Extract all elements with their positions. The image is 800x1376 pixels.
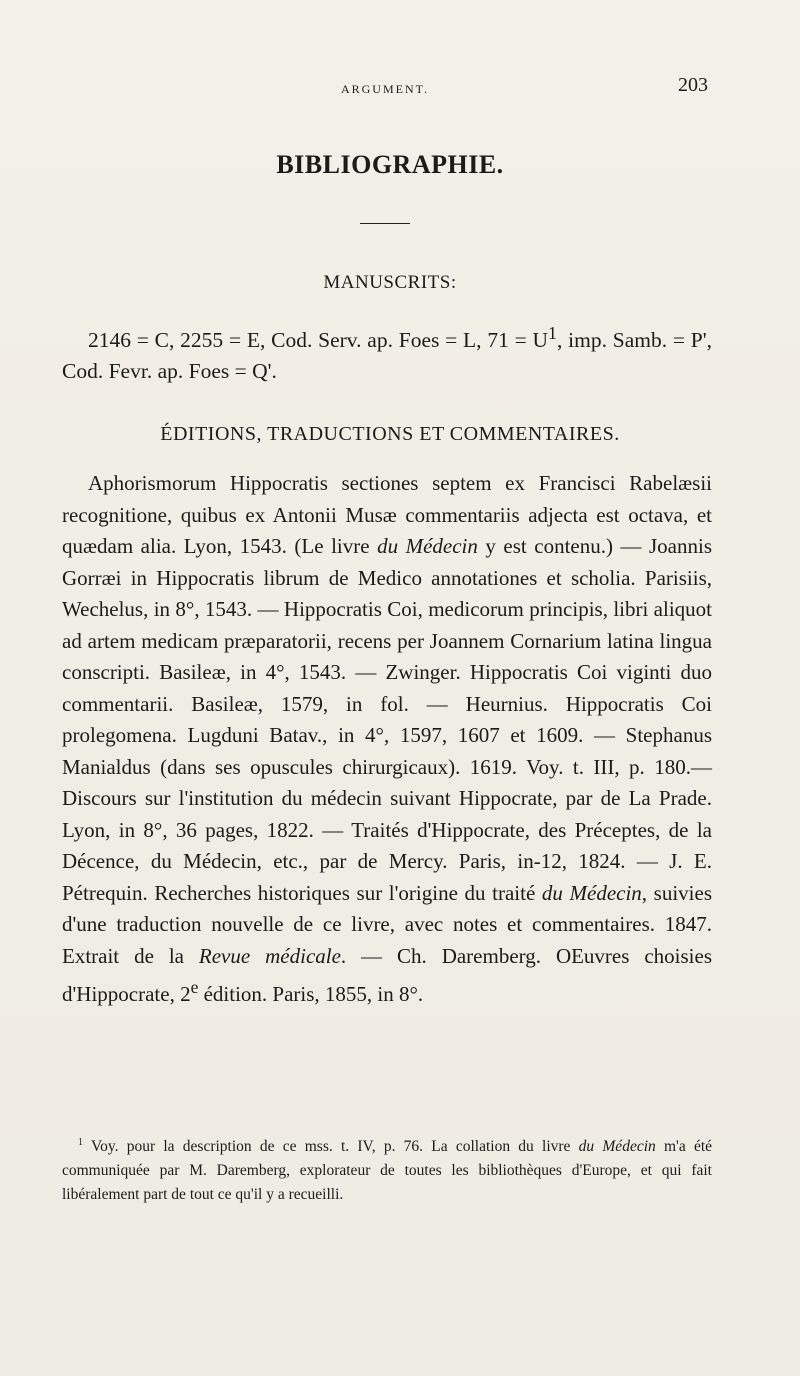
manuscrits-heading: MANUSCRITS:: [323, 272, 457, 293]
running-title: ARGUMENT.: [340, 82, 430, 96]
title-rule: [360, 223, 410, 224]
page-number: 203: [678, 74, 708, 96]
editions-italic-3: Revue médicale: [198, 943, 341, 968]
running-head: [62, 74, 708, 102]
footnote-reference: 1: [548, 323, 557, 343]
footnote: [62, 1131, 712, 1207]
manuscrits-paragraph: [62, 318, 712, 387]
editions-text-4: . — Ch. Daremberg. OEuvres choisies d'Hippocrate, 2: [62, 943, 713, 1006]
footnote-mark: 1: [78, 1137, 83, 1148]
editions-text-5: édition. Paris, 1855, in 8°.: [198, 982, 424, 1006]
editions-paragraph: [62, 468, 712, 1011]
editions-heading: ÉDITIONS, TRADUCTIONS ET COMMENTAIRES.: [160, 423, 620, 445]
footnote-text-1: Voy. pour la description de ce mss. t. IV, p. 76. La collation du livre: [83, 1138, 579, 1156]
editions-text-2: y est contenu.) — Joannis Gorræi in Hippocratis librum de Medico annotationes et scholia. Parisiis, Wechelus, in 8°, 1543. — Hippocratis Coi, medicorum principis, libri aliquot ad artem medicam præparatorii, recens per Joannem Cornarium latina lingua conscripti. Basileæ, in 4°, 1543. — Zwinger. Hippocratis Coi viginti duo commentarii. Basileæ, 1579, in fol. — Heurnius. Hippocratis Coi prolegomena. Lugduni Batav., in 4°, 1597, 1607 et 1609. — Stephanus Manialdus (dans ses opuscules chirurgicaux). 1619. Voy. t. III, p. 180.— Discours sur l'institution du médecin suivant Hippocrate, par de La Prade. Lyon, in 8°, 36 pages, 1822. — Traités d'Hippocrate, des Préceptes, de la Décence, du Médecin, etc., par de Mercy. Paris, in-12, 1824. — J. E. Pétrequin. Recherches historiques sur l'origine du traité: [62, 534, 713, 905]
editions-italic-1: du Médecin: [377, 534, 478, 558]
editions-text-1: Aphorismorum Hippocratis sectiones septem ex Francisci Rabelæsii recognitione, quibus ex Antonii Musæ commentariis adjecta est octava, et quædam alia. Lyon, 1543. (Le livre: [62, 471, 712, 558]
manuscrits-text-2: , imp. Samb. = P', Cod. Fevr. ap. Foes = Q'.: [62, 328, 712, 384]
page-title: BIBLIOGRAPHIE.: [276, 150, 504, 179]
manuscrits-text-1: 2146 = C, 2255 = E, Cod. Serv. ap. Foes = L, 71 = U: [88, 328, 549, 353]
footnote-italic: du Médecin: [578, 1138, 656, 1156]
editions-text-3: , suivies d'une traduction nouvelle de ce livre, avec notes et commentaires. 1847. Extrait de la: [62, 880, 712, 968]
editions-italic-2: du Médecin: [541, 880, 642, 905]
editions-superscript: e: [190, 977, 199, 997]
footnote-text-2: m'a été communiquée par M. Daremberg, explorateur de toutes les bibliothèques d'Europe, et qui fait libéralement part de tout ce qu'il y a recueilli.: [62, 1138, 713, 1204]
